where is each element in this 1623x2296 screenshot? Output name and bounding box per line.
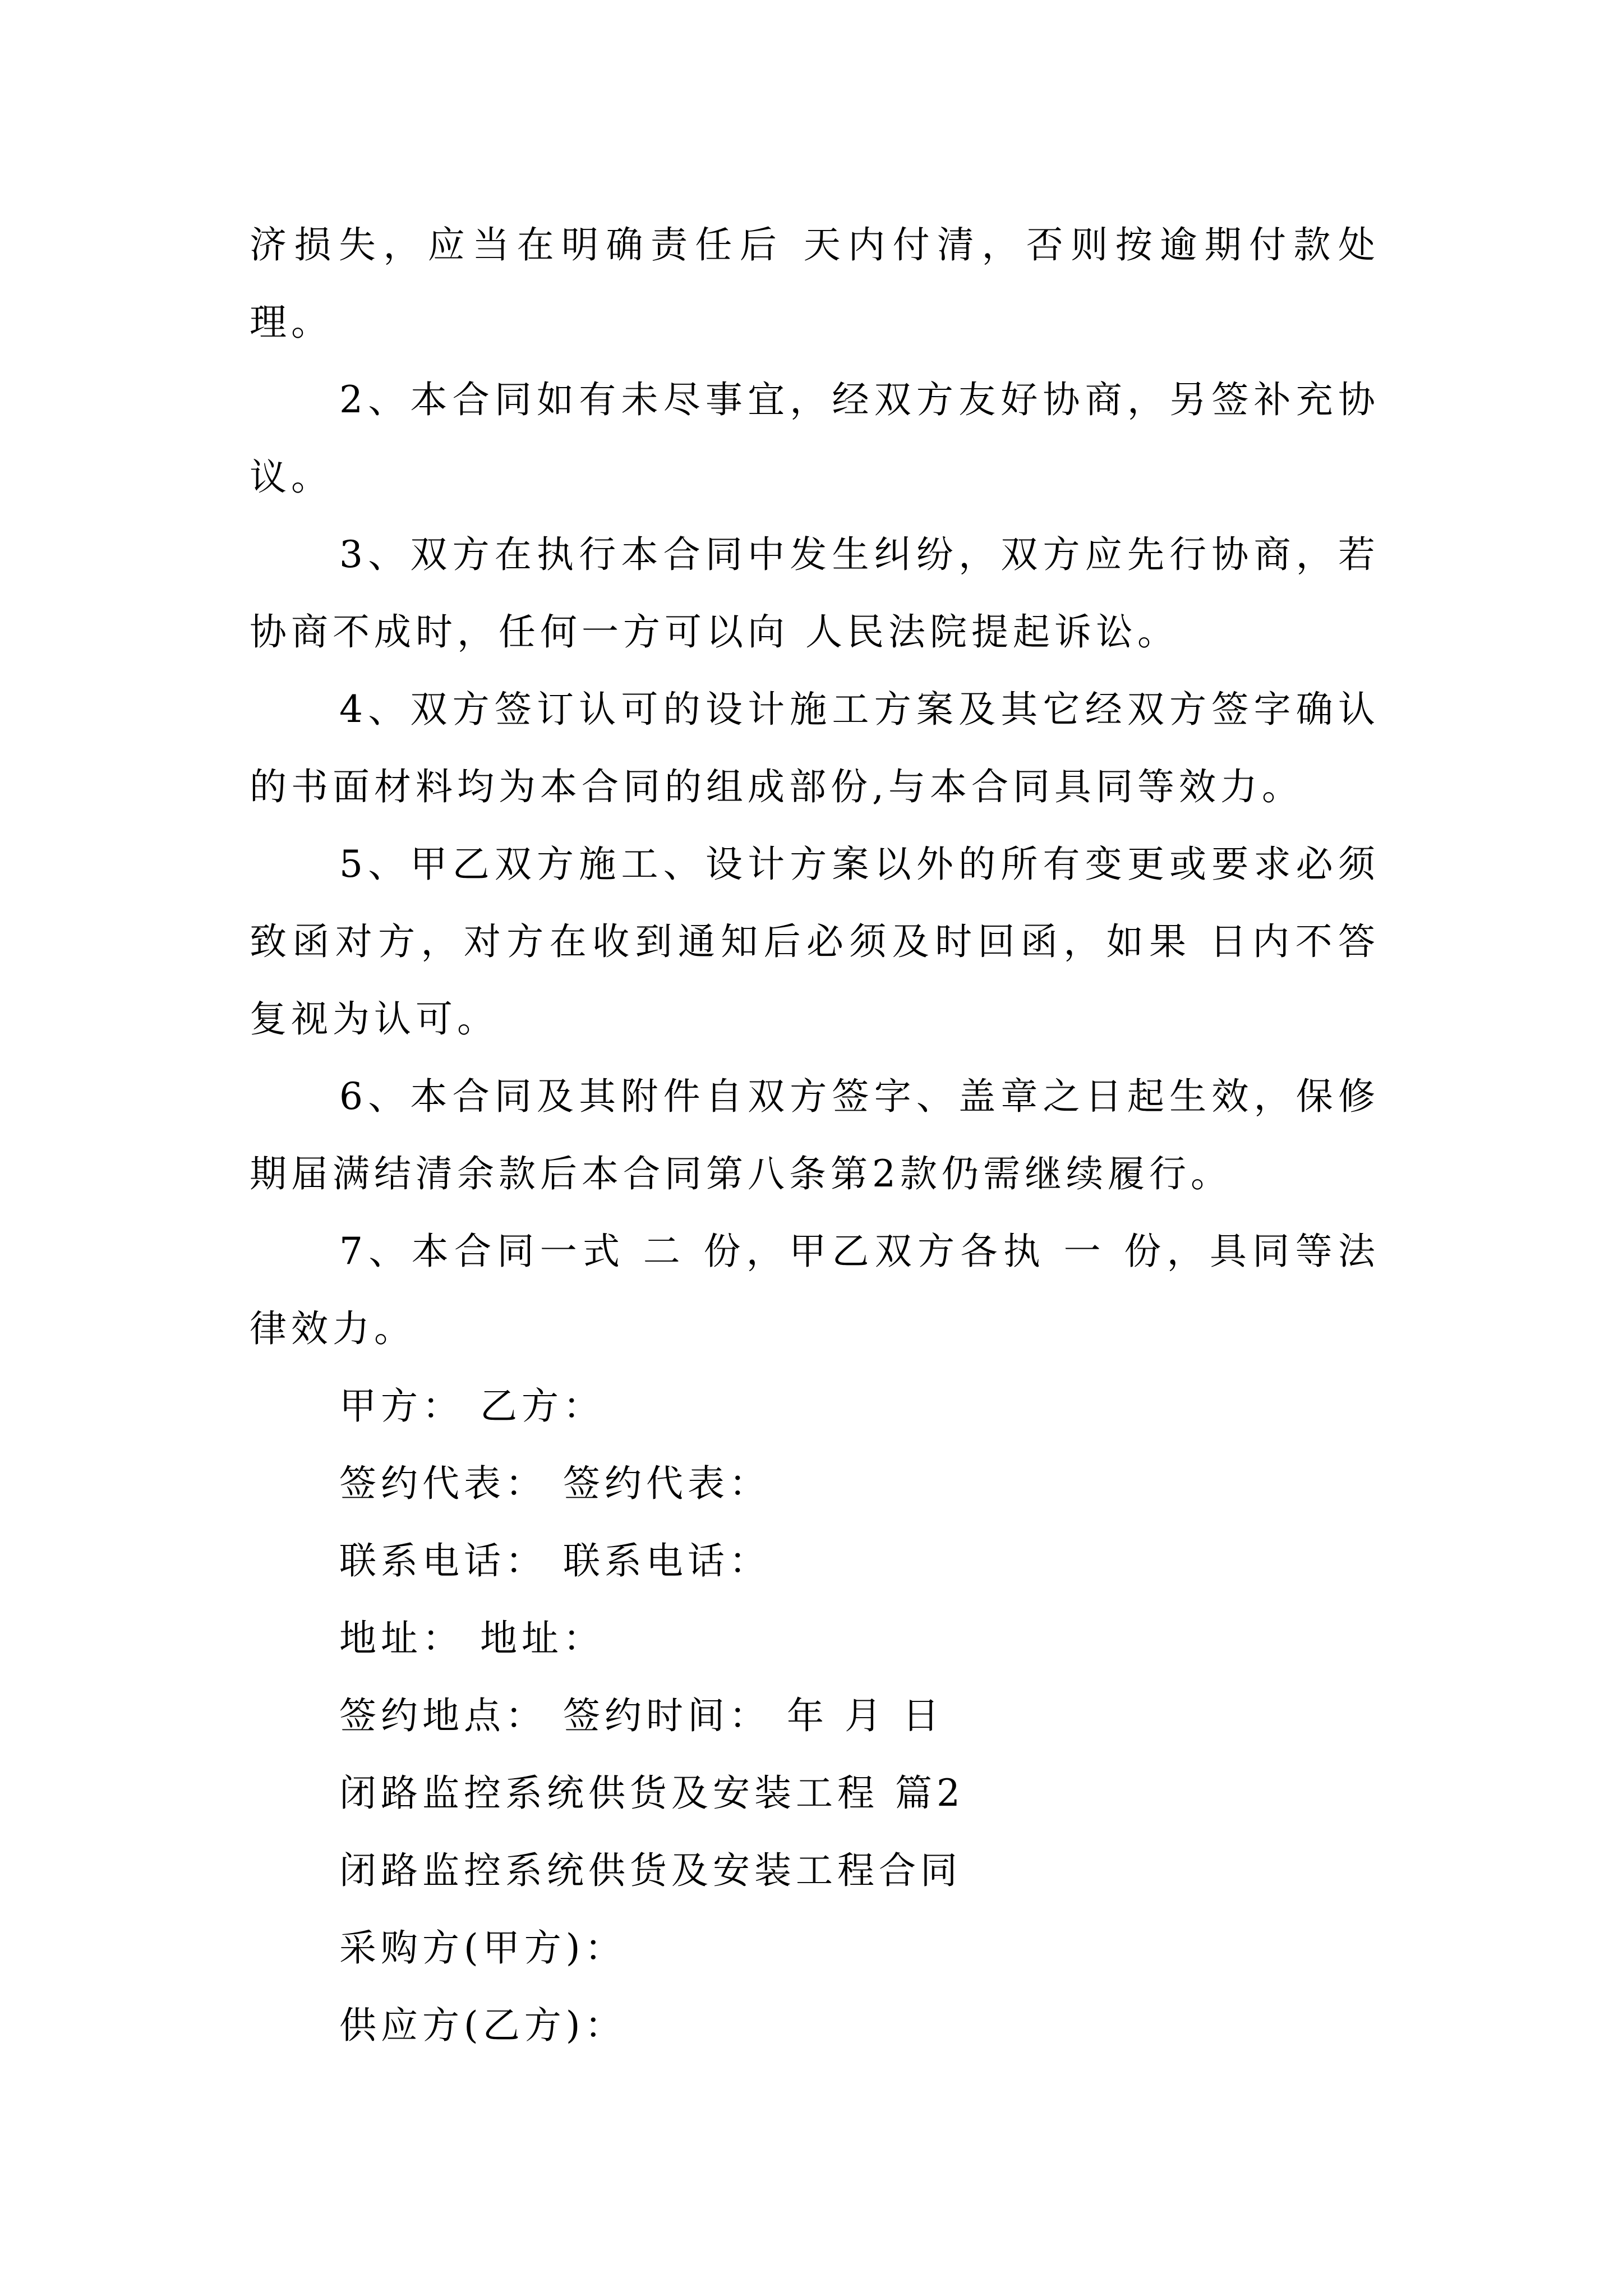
address-line: 地址： 地址： [339,1617,605,1660]
supplier-line: 供应方(乙方)： [339,2004,626,2047]
clause-6: 6、本合同及其附件自双方签字、盖章之日起生效，保修期届满结清余款后本合同第八条第2款仍需继续履行。 [250,1075,1380,1195]
clause-4: 4、双方签订认可的设计施工方案及其它经双方签字确认的书面材料均为本合同的组成部份,与本合同具同等效力。 [250,688,1380,808]
signing-place-time-line: 签约地点： 签约时间： 年 月 日 [339,1694,944,1737]
party-line: 甲方： 乙方： [339,1384,605,1428]
clause-7: 7、本合同一式 二 份，甲乙双方各执 一 份，具同等法律效力。 [250,1230,1380,1350]
contact-phone-line: 联系电话： 联系电话： [339,1539,771,1582]
contract-title: 闭路监控系统供货及安装工程合同 [339,1849,962,1892]
clause-2: 2、本合同如有未尽事宜，经双方友好协商，另签补充协议。 [250,378,1380,499]
section-heading: 闭路监控系统供货及安装工程 篇2 [339,1772,965,1815]
document-body [250,206,1380,2064]
signatory-representative-line: 签约代表： 签约代表： [339,1462,771,1505]
clause-5: 5、甲乙双方施工、设计方案以外的所有变更或要求必须致函对方，对方在收到通知后必须及时回函，如果 日内不答复视为认可。 [250,843,1380,1041]
clause-3: 3、双方在执行本合同中发生纠纷，双方应先行协商，若协商不成时，任何一方可以向 人民法院提起诉讼。 [250,533,1380,654]
purchaser-line: 采购方(甲方)： [339,1926,626,1970]
paragraph-continued-damages: 济损失，应当在明确责任后 天内付清，否则按逾期付款处理。 [250,223,1380,344]
